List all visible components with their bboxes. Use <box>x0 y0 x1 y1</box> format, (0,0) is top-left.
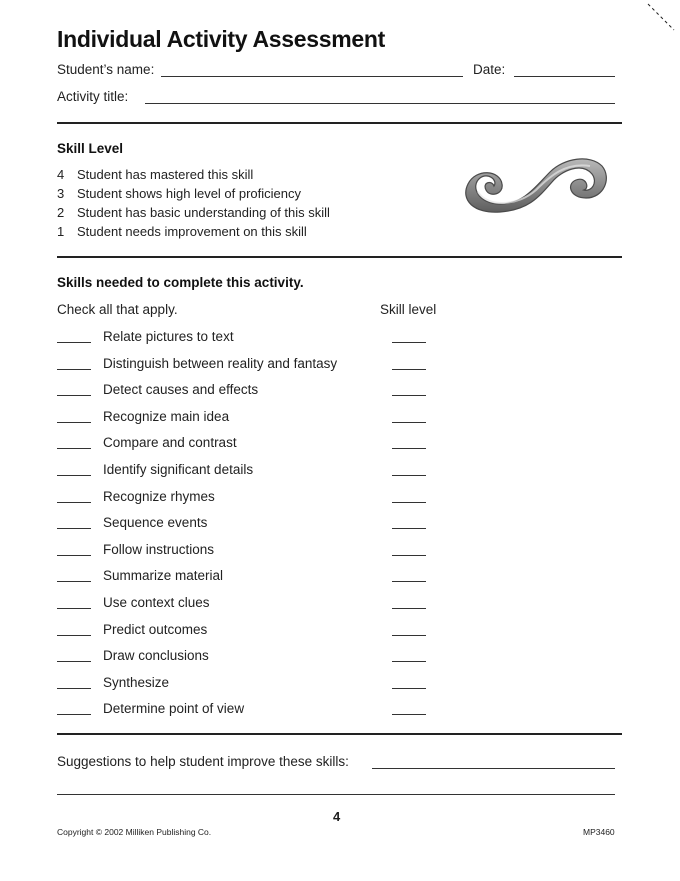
skill-level-heading: Skill Level <box>57 141 124 156</box>
skill-row <box>57 622 437 640</box>
check-blank[interactable] <box>57 635 91 636</box>
suggestions-label: Suggestions to help student improve these skills: <box>57 754 349 769</box>
check-blank[interactable] <box>57 608 91 609</box>
skill-name: Predict outcomes <box>103 622 208 637</box>
skill-level-item <box>57 224 307 239</box>
skill-level-blank[interactable] <box>392 528 426 529</box>
skill-level-text: Student needs improvement on this skill <box>77 224 307 239</box>
check-blank[interactable] <box>57 395 91 396</box>
skill-level-item <box>57 205 330 220</box>
skill-row <box>57 462 437 480</box>
check-blank[interactable] <box>57 581 91 582</box>
check-blank[interactable] <box>57 475 91 476</box>
check-blank[interactable] <box>57 528 91 529</box>
section-divider <box>57 256 622 258</box>
check-blank[interactable] <box>57 342 91 343</box>
skill-level-blank[interactable] <box>392 475 426 476</box>
suggestions-field-line-2[interactable] <box>57 794 615 795</box>
activity-title-field[interactable] <box>145 103 615 104</box>
skill-level-blank[interactable] <box>392 502 426 503</box>
section-divider <box>57 733 622 735</box>
page-number: 4 <box>333 809 341 824</box>
skill-name: Synthesize <box>103 675 170 690</box>
skill-name: Determine point of view <box>103 701 245 716</box>
student-name-field[interactable] <box>161 76 463 77</box>
date-label: Date: <box>473 62 506 77</box>
skill-level-number: 4 <box>57 167 65 182</box>
skill-level-blank[interactable] <box>392 714 426 715</box>
corner-dash-mark <box>646 2 676 32</box>
skill-level-blank[interactable] <box>392 608 426 609</box>
skill-level-blank[interactable] <box>392 342 426 343</box>
copyright-text: Copyright © 2002 Milliken Publishing Co. <box>57 827 212 837</box>
check-blank[interactable] <box>57 714 91 715</box>
skill-level-column-label: Skill level <box>380 302 437 317</box>
skill-level-number: 1 <box>57 224 65 239</box>
check-blank[interactable] <box>57 448 91 449</box>
skill-level-blank[interactable] <box>392 369 426 370</box>
date-field[interactable] <box>514 76 615 77</box>
skill-name: Relate pictures to text <box>103 329 234 344</box>
skill-row <box>57 409 437 427</box>
section-divider <box>57 122 622 124</box>
skill-row <box>57 435 437 453</box>
skill-level-blank[interactable] <box>392 555 426 556</box>
activity-title-label: Activity title: <box>57 89 129 104</box>
check-blank[interactable] <box>57 502 91 503</box>
skill-name: Distinguish between reality and fantasy <box>103 356 338 371</box>
skill-name: Compare and contrast <box>103 435 237 450</box>
skill-row <box>57 489 437 507</box>
check-blank[interactable] <box>57 369 91 370</box>
student-name-label: Student’s name: <box>57 62 155 77</box>
page-title: Individual Activity Assessment <box>57 26 386 52</box>
skill-row <box>57 382 437 400</box>
check-blank[interactable] <box>57 555 91 556</box>
skill-name: Sequence events <box>103 515 208 530</box>
check-blank[interactable] <box>57 688 91 689</box>
skill-name: Summarize material <box>103 568 224 583</box>
skill-name: Detect causes and effects <box>103 382 259 397</box>
skill-row <box>57 648 437 666</box>
skills-heading: Skills needed to complete this activity. <box>57 275 304 290</box>
skill-name: Use context clues <box>103 595 210 610</box>
check-blank[interactable] <box>57 422 91 423</box>
skill-name: Recognize rhymes <box>103 489 215 504</box>
skill-row <box>57 329 437 347</box>
skill-level-text: Student has mastered this skill <box>77 167 254 182</box>
skill-row <box>57 675 437 693</box>
skill-level-blank[interactable] <box>392 448 426 449</box>
skill-name: Draw conclusions <box>103 648 209 663</box>
skill-row <box>57 356 437 374</box>
skill-name: Identify significant details <box>103 462 254 477</box>
skill-level-number: 2 <box>57 205 65 220</box>
skill-level-blank[interactable] <box>392 635 426 636</box>
skill-level-blank[interactable] <box>392 395 426 396</box>
skill-name: Recognize main idea <box>103 409 230 424</box>
skill-row <box>57 595 437 613</box>
skill-level-item <box>57 167 253 182</box>
suggestions-field[interactable] <box>372 768 615 769</box>
skill-level-number: 3 <box>57 186 65 201</box>
check-all-label: Check all that apply. <box>57 302 178 317</box>
scroll-ornament-icon <box>458 152 613 222</box>
skill-row <box>57 542 437 560</box>
skill-level-text: Student has basic understanding of this skill <box>77 205 330 220</box>
product-code: MP3460 <box>583 827 615 837</box>
skill-row <box>57 701 437 719</box>
skill-name: Follow instructions <box>103 542 215 557</box>
check-blank[interactable] <box>57 661 91 662</box>
skill-row <box>57 568 437 586</box>
skill-level-item <box>57 186 301 201</box>
skill-level-blank[interactable] <box>392 661 426 662</box>
skill-level-blank[interactable] <box>392 581 426 582</box>
skill-level-blank[interactable] <box>392 688 426 689</box>
skill-level-text: Student shows high level of proficiency <box>77 186 302 201</box>
skill-row <box>57 515 437 533</box>
skill-level-blank[interactable] <box>392 422 426 423</box>
